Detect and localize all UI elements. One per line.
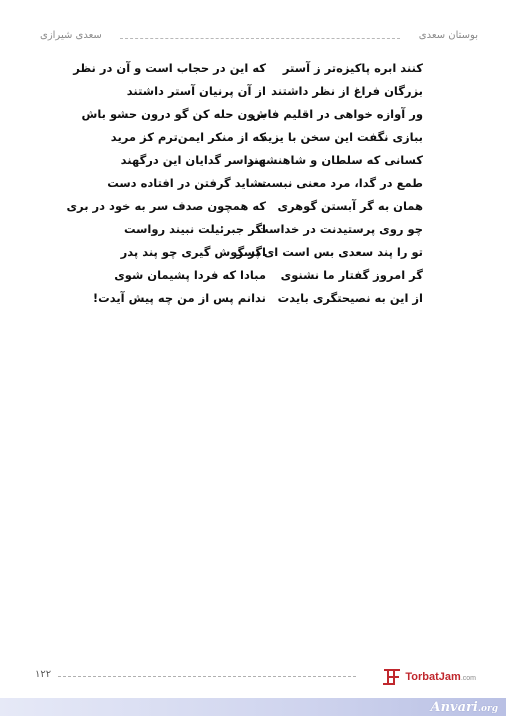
brand-name-text: TorbatJam: [405, 671, 461, 683]
couplet: [40, 267, 466, 290]
couplet: [40, 129, 466, 152]
first-hemistich: گر امروز گفتار ما نشنوی: [280, 268, 423, 282]
second-hemistich: که از منکر ایمن‌ترم کز مرید: [110, 130, 266, 144]
footer-divider: [58, 676, 356, 677]
couplet: [40, 175, 466, 198]
watermark-tld: .org: [477, 704, 498, 714]
couplet: [40, 290, 466, 313]
second-hemistich: از آن پرنیان آستر داشتند: [126, 84, 266, 98]
first-hemistich: تو را پند سعدی بس است ای پسر: [236, 245, 423, 259]
couplet: [40, 244, 466, 267]
second-hemistich: مبادا که فردا پشیمان شوی: [114, 268, 266, 282]
author-name: سعدی شیرازی: [40, 30, 102, 41]
torbatjam-logo-icon: [382, 667, 402, 687]
first-hemistich: بزرگان فراغ از نظر داشتند: [271, 84, 423, 98]
second-hemistich: سراسر گدایان این درگهند: [120, 153, 266, 167]
brand-logo: [382, 666, 476, 688]
watermark-strip: [0, 698, 506, 716]
page-number: ۱۲۲: [35, 669, 52, 680]
poem-body: [40, 60, 466, 313]
second-hemistich: که همچون صدف سر به خود در بری: [66, 199, 266, 213]
watermark-name: Anvari: [430, 700, 478, 715]
first-hemistich: همان به گر آبستن گوهری: [277, 199, 423, 213]
first-hemistich: ور آوازه خواهی در اقلیم فاش: [251, 107, 423, 121]
couplet: [40, 221, 466, 244]
second-hemistich: ندانم پس از من چه پیش آیدت!: [92, 291, 266, 305]
brand-name: [405, 671, 476, 683]
couplet: [40, 83, 466, 106]
couplet: [40, 152, 466, 175]
brand-tld: .com: [460, 675, 476, 682]
couplet: [40, 106, 466, 129]
couplet: [40, 60, 466, 83]
book-title: بوستان سعدی: [418, 30, 478, 41]
watermark: [431, 700, 498, 715]
couplet: [40, 198, 466, 221]
second-hemistich: که این در حجاب است و آن در نظر: [73, 61, 266, 75]
first-hemistich: طمع در گدا، مرد معنی نبست: [259, 176, 423, 190]
first-hemistich: ببازی نگفت این سخن با یزید: [261, 130, 423, 144]
first-hemistich: کسانی که سلطان و شاهنشهند: [247, 153, 423, 167]
first-hemistich: کنند ابره پاکیزه‌تر ز آستر: [282, 61, 423, 75]
first-hemistich: از این به نصیحتگری بایدت: [277, 291, 423, 305]
first-hemistich: چو روی پرستیدنت در خداست: [256, 222, 423, 236]
second-hemistich: اگر جبرئیلت نبیند رواست: [123, 222, 266, 236]
page-footer: [0, 666, 506, 690]
header-divider: [120, 38, 400, 39]
second-hemistich: اگر گوش گیری چو پند پدر: [120, 245, 266, 259]
second-hemistich: برون حله کن گو درون حشو باش: [81, 107, 266, 121]
page-header: [40, 30, 478, 46]
second-hemistich: نشاید گرفتن در افتاده دست: [107, 176, 266, 190]
